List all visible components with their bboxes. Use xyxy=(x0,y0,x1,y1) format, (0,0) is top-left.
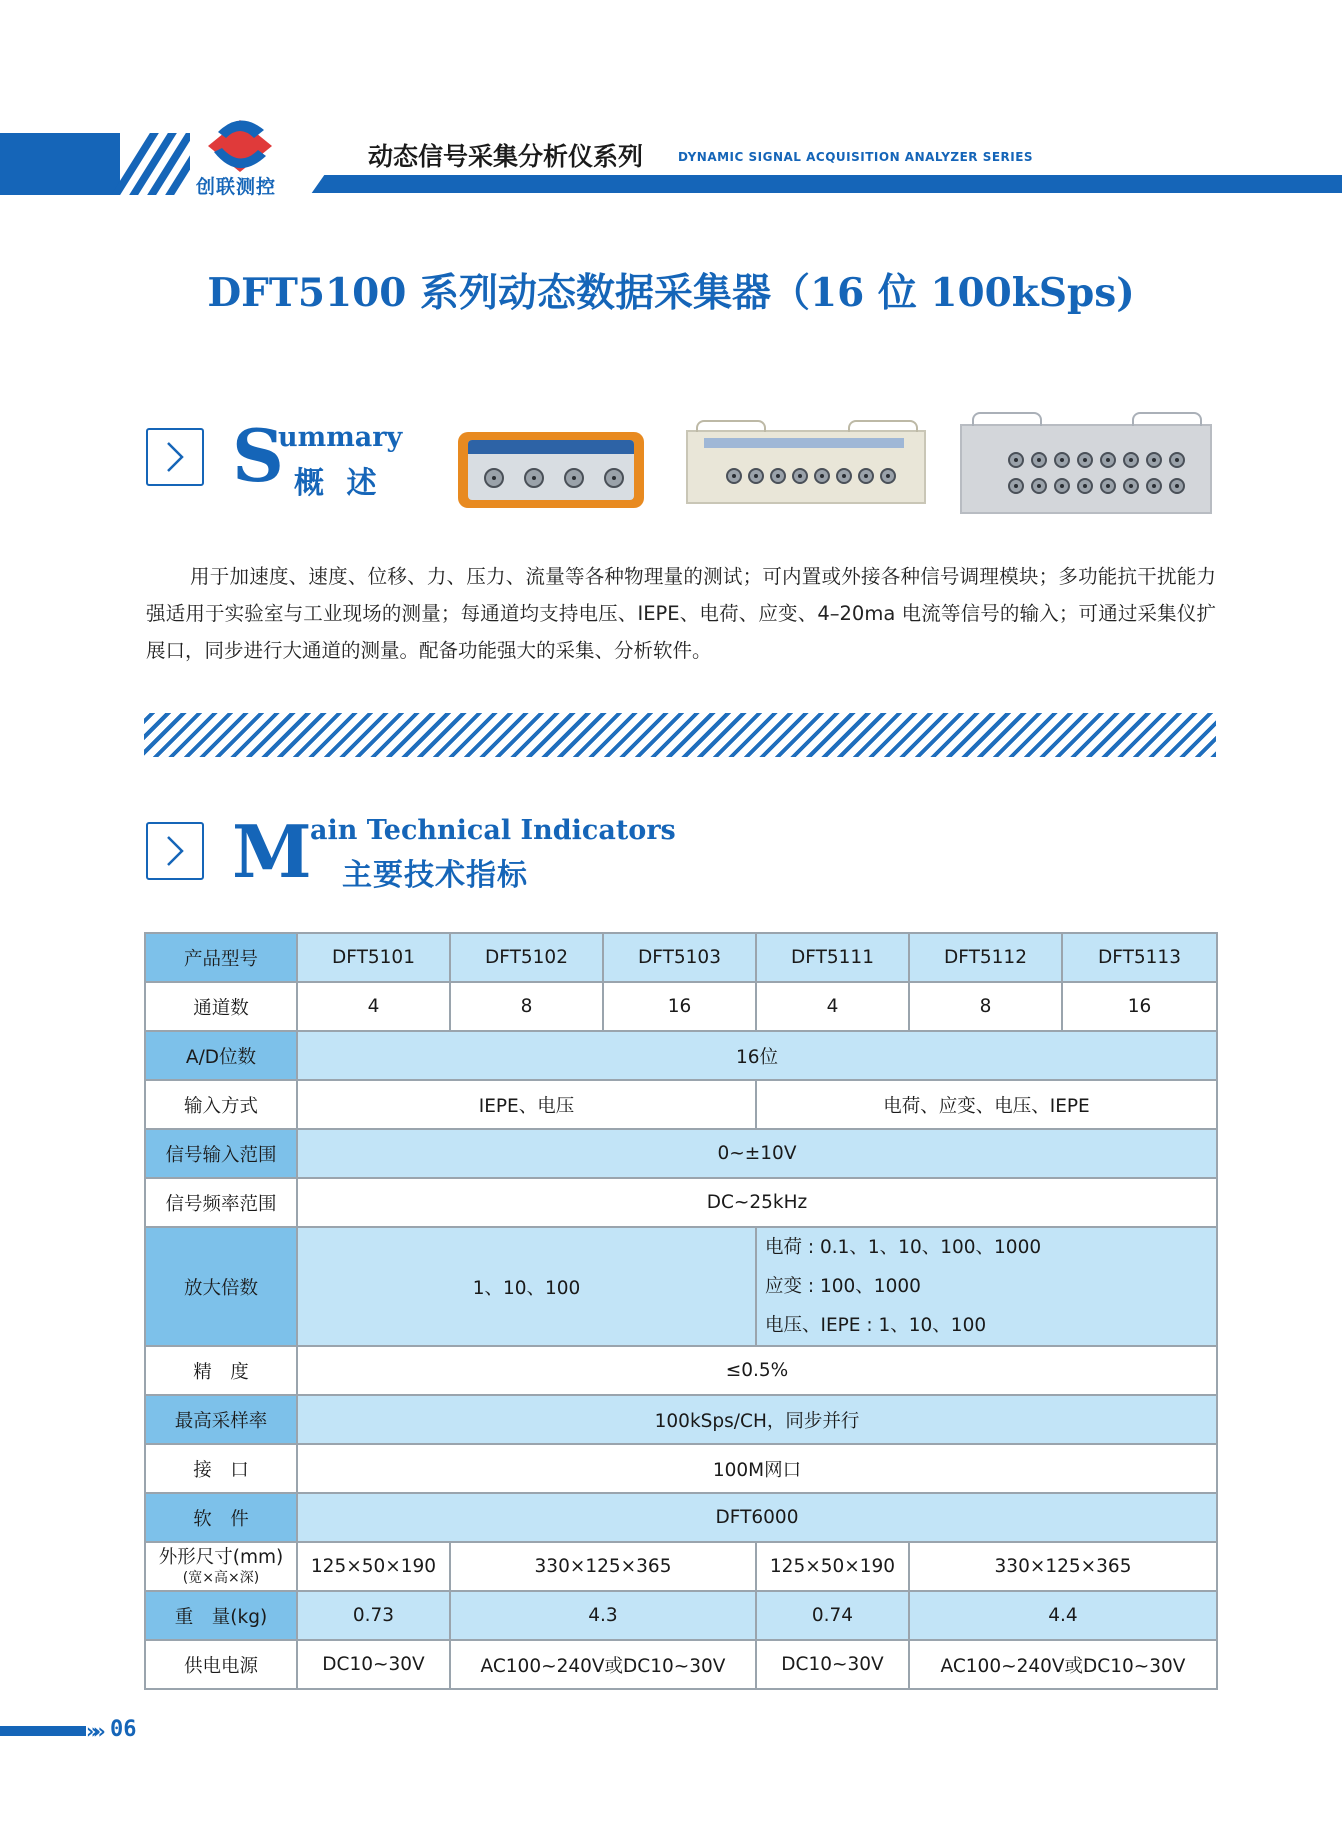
model-cell: DFT5112 xyxy=(909,933,1062,982)
input-value-a: IEPE、电压 xyxy=(297,1080,756,1129)
size-cell: 125×50×190 xyxy=(297,1542,450,1591)
logo-text: 创联测控 xyxy=(196,176,277,198)
accuracy-value: ≤0.5% xyxy=(297,1346,1217,1395)
table-row-rate xyxy=(145,1395,1217,1444)
weight-cell: 0.74 xyxy=(756,1591,909,1640)
table-row-range xyxy=(145,1129,1217,1178)
power-cell: DC10~30V xyxy=(297,1640,450,1689)
weight-label: 重 量(kg) xyxy=(145,1591,297,1640)
gain-value-b xyxy=(756,1227,1217,1346)
page-number: 06 xyxy=(110,1717,137,1742)
software-value: DFT6000 xyxy=(297,1493,1217,1542)
header-stripes xyxy=(0,133,190,195)
indicators-heading-en: ain Technical Indicators xyxy=(310,815,676,846)
rate-value: 100kSps/CH，同步并行 xyxy=(297,1395,1217,1444)
gain-line: 电压、IEPE : 1、10、100 xyxy=(765,1315,987,1336)
channels-label: 通道数 xyxy=(145,982,297,1031)
table-row-weight xyxy=(145,1591,1217,1640)
channels-cell: 4 xyxy=(756,982,909,1031)
summary-heading-en: ummary xyxy=(278,422,403,453)
size-cell: 125×50×190 xyxy=(756,1542,909,1591)
range-label: 信号输入范围 xyxy=(145,1129,297,1178)
channels-cell: 8 xyxy=(450,982,603,1031)
weight-cell: 4.4 xyxy=(909,1591,1217,1640)
footer-bar xyxy=(0,1726,86,1736)
power-cell: DC10~30V xyxy=(756,1640,909,1689)
size-label xyxy=(145,1542,297,1591)
model-cell: DFT5103 xyxy=(603,933,756,982)
page-title: DFT5100 系列动态数据采集器（16 位 100kSps) xyxy=(207,270,1135,316)
model-cell: DFT5111 xyxy=(756,933,909,982)
input-label: 输入方式 xyxy=(145,1080,297,1129)
channels-cell: 8 xyxy=(909,982,1062,1031)
summary-big-letter: S xyxy=(232,413,284,498)
gain-line: 电荷 : 0.1、1、10、100、1000 xyxy=(765,1237,1042,1258)
gain-value-a: 1、10、100 xyxy=(297,1227,756,1346)
gain-label: 放大倍数 xyxy=(145,1227,297,1346)
ad-label: A/D位数 xyxy=(145,1031,297,1080)
interface-value: 100M网口 xyxy=(297,1444,1217,1493)
size-cell: 330×125×365 xyxy=(450,1542,756,1591)
table-row-size xyxy=(145,1542,1217,1591)
table-row-interface xyxy=(145,1444,1217,1493)
channels-cell: 16 xyxy=(603,982,756,1031)
header-bar xyxy=(310,175,1342,193)
size-label-sub: (宽×高×深) xyxy=(182,1569,260,1586)
weight-cell: 0.73 xyxy=(297,1591,450,1640)
channels-cell: 4 xyxy=(297,982,450,1031)
size-label-main: 外形尺寸(mm) xyxy=(158,1546,284,1568)
table-row-channels xyxy=(145,982,1217,1031)
table-row-accuracy xyxy=(145,1346,1217,1395)
model-cell: DFT5113 xyxy=(1062,933,1217,982)
input-value-b: 电荷、应变、电压、IEPE xyxy=(756,1080,1217,1129)
model-cell: DFT5101 xyxy=(297,933,450,982)
table-row-freq xyxy=(145,1178,1217,1227)
gain-line: 应变 : 100、1000 xyxy=(765,1276,921,1297)
accuracy-label: 精 度 xyxy=(145,1346,297,1395)
indicators-arrow-icon xyxy=(146,822,204,880)
range-value: 0~±10V xyxy=(297,1129,1217,1178)
channels-cell: 16 xyxy=(1062,982,1217,1031)
series-title-cn: 动态信号采集分析仪系列 xyxy=(368,142,644,171)
table-row-ad xyxy=(145,1031,1217,1080)
device-image-4ch xyxy=(458,432,644,508)
power-label: 供电电源 xyxy=(145,1640,297,1689)
summary-arrow-icon xyxy=(146,428,204,486)
table-row-software xyxy=(145,1493,1217,1542)
summary-heading-cn: 概 述 xyxy=(294,466,383,501)
indicators-big-letter: M xyxy=(232,809,312,894)
power-cell: AC100~240V或DC10~30V xyxy=(450,1640,756,1689)
spec-table xyxy=(144,932,1218,1690)
summary-paragraph: 用于加速度、速度、位移、力、压力、流量等各种物理量的测试；可内置或外接各种信号调理模块；多功能抗干扰能力强适用于实验室与工业现场的测量；每通道均支持电压、IEPE、电荷、应变、4–20ma 电流等信号的输入；可通过采集仪扩展口，同步进行大通道的测量。配备功能强大的采集、分析软件。 xyxy=(146,565,1216,662)
model-label: 产品型号 xyxy=(145,933,297,982)
device-image-8ch xyxy=(686,430,926,504)
device-image-16ch xyxy=(960,424,1212,514)
freq-label: 信号频率范围 xyxy=(145,1178,297,1227)
indicators-heading-cn: 主要技术指标 xyxy=(342,858,528,893)
table-row-model xyxy=(145,933,1217,982)
rate-label: 最高采样率 xyxy=(145,1395,297,1444)
size-cell: 330×125×365 xyxy=(909,1542,1217,1591)
series-title-en: DYNAMIC SIGNAL ACQUISITION ANALYZER SERIES xyxy=(678,150,1034,164)
table-row-power xyxy=(145,1640,1217,1689)
ad-value: 16位 xyxy=(297,1031,1217,1080)
software-label: 软 件 xyxy=(145,1493,297,1542)
hatch-divider xyxy=(144,713,1216,757)
freq-value: DC~25kHz xyxy=(297,1178,1217,1227)
power-cell: AC100~240V或DC10~30V xyxy=(909,1640,1217,1689)
footer-arrows-icon: »» xyxy=(86,1719,100,1743)
table-row-gain xyxy=(145,1227,1217,1346)
model-cell: DFT5102 xyxy=(450,933,603,982)
table-row-input xyxy=(145,1080,1217,1129)
interface-label: 接 口 xyxy=(145,1444,297,1493)
weight-cell: 4.3 xyxy=(450,1591,756,1640)
